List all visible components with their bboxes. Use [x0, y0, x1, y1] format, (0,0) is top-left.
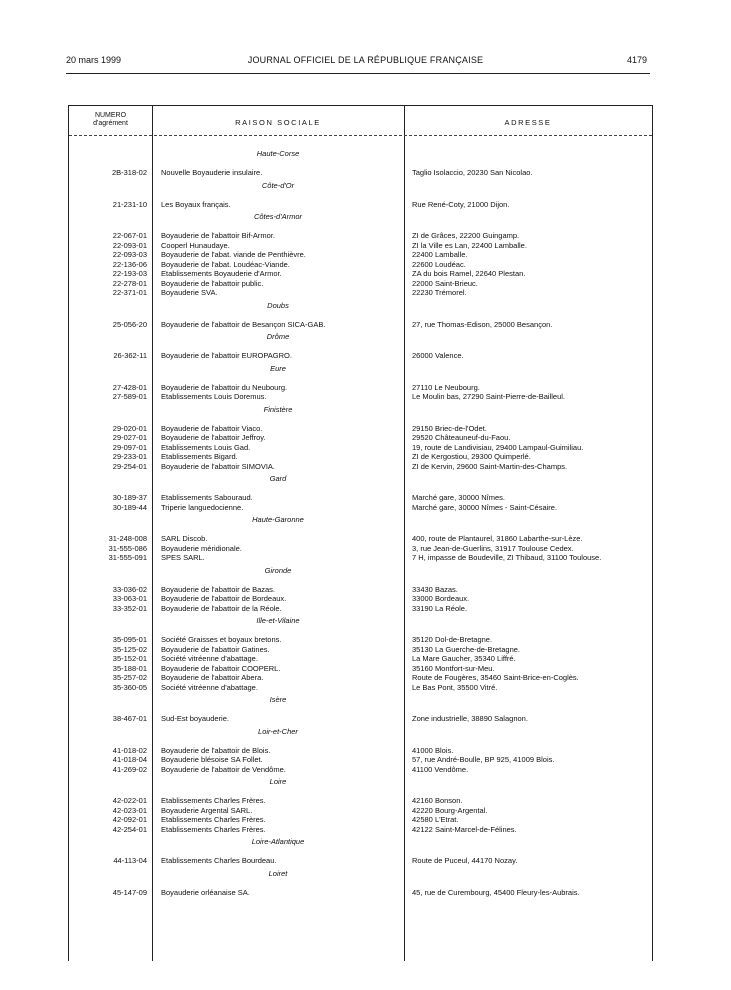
table-row: [69, 320, 652, 330]
raison-sociale: Boyauderie de l'abat. viande de Penthièvre.: [161, 250, 306, 259]
agrement-number: 44-113-04: [113, 856, 147, 865]
adresse: Marché gare, 30000 Nîmes.: [412, 493, 505, 502]
agrement-number: 29-027-01: [112, 433, 147, 442]
adresse: 26000 Valence.: [412, 351, 464, 360]
region-heading: Eure: [270, 363, 286, 373]
agrement-number: 29-020-01: [112, 423, 147, 433]
table-row: [69, 493, 652, 503]
adresse: 22600 Loudéac.: [412, 259, 466, 269]
agrement-number: 31-555-091: [108, 553, 147, 562]
table-row: [69, 241, 652, 251]
agrement-number: 41-018-02: [112, 745, 147, 755]
agrement-number: 35-188-01: [112, 663, 147, 673]
table-row: [69, 392, 652, 402]
raison-sociale: Boyauderie de l'abat. Loudéac-Viande.: [161, 259, 290, 269]
region-heading: Côte-d'Or: [261, 180, 295, 190]
raison-sociale: SPES SARL.: [161, 553, 205, 562]
raison-sociale: Société Graisses et boyaux bretons.: [161, 635, 282, 644]
table-row: [69, 443, 652, 453]
region-heading: Gironde: [264, 565, 292, 575]
agrement-number: 22-093-03: [112, 250, 147, 259]
table-row: [69, 250, 652, 260]
agrement-number: 26-362-11: [113, 351, 147, 360]
agrement-number: 2B-318-02: [111, 168, 147, 177]
adresse: 27110 Le Neubourg.: [412, 382, 480, 392]
adresse: 41000 Blois.: [412, 745, 454, 755]
raison-sociale: Boyauderie de l'abattoir de Bordeaux.: [161, 594, 287, 603]
journal-title: JOURNAL OFFICIEL DE LA RÉPUBLIQUE FRANÇAISE: [247, 55, 484, 65]
raison-sociale: Etablissements Louis Gad.: [161, 442, 251, 452]
adresse: ZI la Ville es Lan, 22400 Lamballe.: [412, 240, 527, 250]
raison-sociale: Etablissements Sabouraud.: [161, 493, 253, 502]
adresse: 33000 Bordeaux.: [412, 594, 470, 603]
adresse: 22000 Saint-Brieuc.: [412, 278, 478, 288]
table-row: [69, 746, 652, 756]
table-row: [69, 231, 652, 241]
raison-sociale: Nouvelle Boyauderie insulaire.: [161, 168, 263, 177]
raison-sociale: Etablissements Charles Bourdeau.: [161, 856, 277, 865]
table-row: [69, 888, 652, 898]
raison-sociale: Boyauderie Argental SARL.: [161, 805, 253, 815]
region-heading: Gard: [269, 474, 287, 483]
raison-sociale: Boyauderie de l'abattoir de Bazas.: [161, 584, 276, 594]
table-row: [69, 664, 652, 674]
agrement-number: 41-018-04: [112, 755, 147, 764]
region-heading: Isère: [269, 695, 287, 704]
table-row: [69, 351, 652, 361]
raison-sociale: Cooperl Hunaudaye.: [161, 240, 230, 250]
raison-sociale: Boyauderie de l'abattoir de Vendôme.: [161, 764, 286, 774]
table-row: [69, 856, 652, 866]
adresse: Le Bas Pont, 35500 Vitré.: [412, 682, 498, 692]
adresse: 42122 Saint-Marcel-de-Félines.: [412, 824, 517, 834]
agrement-number: 29-233-01: [112, 452, 147, 461]
region-heading: Finistère: [263, 404, 293, 414]
agrement-number: 31-555-086: [108, 543, 147, 553]
region-heading: Drôme: [266, 332, 290, 341]
raison-sociale: Boyauderie de l'abattoir de Blois.: [161, 745, 271, 755]
agrement-number: 22-093-01: [112, 240, 147, 250]
region-heading: Loire-Atlantique: [251, 837, 305, 846]
raison-sociale: Boyauderie de l'abattoir Jeffroy.: [161, 433, 266, 442]
adresse: Le Moulin bas, 27290 Saint-Pierre-de-Bailleul.: [412, 392, 566, 401]
adresse: 42580 L'Etrat.: [412, 815, 459, 824]
table-row: [69, 503, 652, 513]
adresse: 27, rue Thomas-Edison, 25000 Besançon.: [412, 319, 553, 329]
agrement-number: 42-023-01: [112, 805, 147, 815]
table-row: [69, 279, 652, 289]
adresse: Rue René-Coty, 21000 Dijon.: [412, 199, 510, 209]
table-row: [69, 673, 652, 683]
region-heading: Ille-et-Vilaine: [256, 616, 300, 625]
table-row: [69, 200, 652, 210]
raison-sociale: Boyauderie de l'abattoir de la Réole.: [161, 603, 282, 613]
adresse: 45, rue de Curembourg, 45400 Fleury-les-Aubrais.: [412, 887, 580, 897]
table-row: [69, 534, 652, 544]
table-row: [69, 683, 652, 693]
raison-sociale: Boyauderie de l'abattoir Bif-Armor.: [161, 231, 275, 240]
header-raison-sociale: RAISON SOCIALE: [235, 118, 321, 127]
adresse: 35120 Dol-de-Bretagne.: [412, 635, 493, 644]
raison-sociale: Etablissements Louis Doremus.: [161, 392, 267, 401]
region-heading: Côtes-d'Armor: [253, 212, 303, 221]
region-heading: Loir-et-Cher: [258, 726, 298, 736]
region-heading: Doubs: [267, 300, 289, 310]
agrement-number: 27-428-01: [112, 382, 147, 392]
raison-sociale: Boyauderie de l'abattoir de Besançon SICA-GAB.: [161, 319, 326, 329]
header-adresse: ADRESSE: [504, 118, 552, 127]
agrement-number: 42-254-01: [112, 824, 147, 834]
agrement-number: 22-278-01: [112, 278, 147, 288]
agrement-number: 22-067-01: [112, 231, 147, 240]
agrement-number: 29-097-01: [112, 442, 147, 452]
table-row: [69, 825, 652, 835]
table-row: [69, 269, 652, 279]
adresse: Zone industrielle, 38890 Salagnon.: [412, 714, 528, 723]
header-date: 20 mars 1999: [66, 55, 122, 65]
adresse: 19, route de Landivisiau, 29400 Lampaul-Guimiliau.: [412, 442, 584, 452]
agrement-number: 41-269-02: [112, 764, 147, 774]
adresse: 29520 Châteauneuf-du-Faou.: [412, 433, 511, 442]
raison-sociale: Sud-Est boyauderie.: [161, 714, 229, 723]
agrement-number: 45-147-09: [112, 887, 147, 897]
agrement-number: 35-125-02: [112, 644, 147, 654]
raison-sociale: Boyauderie de l'abattoir du Neubourg.: [161, 382, 288, 392]
raison-sociale: Etablissements Charles Frères.: [161, 824, 266, 834]
adresse: ZI de Kervin, 29600 Saint-Martin-des-Champs.: [412, 461, 568, 471]
table-row: [69, 553, 652, 563]
table-row: [69, 654, 652, 664]
table-row: [69, 796, 652, 806]
adresse: 22400 Lamballe.: [412, 250, 468, 259]
table-row: [69, 288, 652, 298]
raison-sociale: Etablissements Charles Frères.: [161, 796, 266, 805]
raison-sociale: Boyauderie SVA.: [161, 288, 218, 297]
adresse: 3, rue Jean-de-Guerlins, 31917 Toulouse Cedex.: [412, 543, 574, 553]
table-row: [69, 424, 652, 434]
adresse: 42220 Bourg-Argental.: [412, 805, 488, 815]
adresse: ZA du bois Ramel, 22640 Plestan.: [412, 269, 526, 278]
adresse: 33190 La Réole.: [412, 603, 468, 613]
raison-sociale: SARL Discob.: [161, 534, 208, 543]
table-row: [69, 544, 652, 554]
agrement-number: 33-036-02: [112, 584, 147, 594]
table-header: [69, 106, 652, 136]
raison-sociale: Boyauderie blésoise SA Follet.: [161, 755, 263, 764]
table-row: [69, 383, 652, 393]
agrement-number: 35-152-01: [112, 654, 147, 663]
agrement-number: 35-360-05: [112, 682, 147, 692]
agrement-number: 25-056-20: [112, 319, 147, 329]
region-heading: Loiret: [268, 868, 288, 878]
raison-sociale: Société vitréenne d'abattage.: [161, 682, 258, 692]
table-row: [69, 755, 652, 765]
agrement-number: 35-095-01: [112, 635, 147, 644]
region-heading: Loire: [269, 777, 287, 786]
adresse: Route de Fougères, 35460 Saint-Brice-en-Coglès.: [412, 673, 579, 682]
adresse: ZI de Grâces, 22200 Guingamp.: [412, 231, 520, 240]
raison-sociale: Les Boyaux français.: [161, 199, 231, 209]
adresse: Taglio Isolaccio, 20230 San Nicolao.: [412, 168, 533, 177]
page-number: 4179: [626, 55, 647, 65]
region-heading: Haute-Garonne: [252, 515, 304, 524]
adresse: 42160 Bonson.: [412, 796, 463, 805]
table-row: [69, 585, 652, 595]
adresse: 29150 Briec-de-l'Odet.: [412, 423, 487, 433]
table-row: [69, 604, 652, 614]
table-row: [69, 765, 652, 775]
adresse: 7 H, impasse de Boudeville, ZI Thibaud, 31100 Toulouse.: [412, 553, 602, 562]
header-rule: [69, 135, 652, 136]
agrement-number: 27-589-01: [112, 392, 147, 401]
raison-sociale: Boyauderie de l'abattoir Abera.: [161, 673, 264, 682]
raison-sociale: Boyauderie de l'abattoir public.: [161, 278, 264, 288]
table-row: [69, 806, 652, 816]
adresse: 33430 Bazas.: [412, 584, 458, 594]
adresse: Route de Puceul, 44170 Nozay.: [412, 856, 518, 865]
agrement-number: 29-254-01: [112, 461, 147, 471]
adresse: Marché gare, 30000 Nîmes - Saint-Césaire.: [412, 502, 558, 512]
table-row: [69, 645, 652, 655]
raison-sociale: Boyauderie de l'abattoir COOPERL.: [161, 663, 281, 673]
raison-sociale: Etablissements Boyauderie d'Armor.: [161, 269, 282, 278]
adresse: 400, route de Plantaurel, 31860 Labarthe-sur-Lèze.: [412, 534, 583, 543]
agrement-table: [68, 105, 653, 961]
raison-sociale: Boyauderie de l'abattoir EUROPAGRO.: [161, 351, 292, 360]
table-row: [69, 433, 652, 443]
region-heading: Haute-Corse: [256, 149, 300, 158]
adresse: 35160 Montfort-sur-Meu.: [412, 663, 495, 673]
adresse: 35130 La Guerche-de-Bretagne.: [412, 644, 520, 654]
raison-sociale: Triperie languedocienne.: [161, 502, 244, 512]
raison-sociale: Etablissements Charles Frères.: [161, 815, 266, 824]
agrement-number: 35-257-02: [112, 673, 147, 682]
adresse: La Mare Gaucher, 35340 Liffré.: [412, 654, 516, 663]
agrement-number: 22-136-06: [112, 259, 147, 269]
agrement-number: 22-193-03: [112, 269, 147, 278]
raison-sociale: Boyauderie méridionale.: [161, 543, 242, 553]
raison-sociale: Boyauderie de l'abattoir Viaco.: [161, 423, 263, 433]
agrement-number: 30-189-44: [112, 502, 147, 512]
adresse: ZI de Kergostiou, 29300 Quimperlé.: [412, 452, 531, 461]
adresse: 41100 Vendôme.: [412, 764, 469, 774]
agrement-number: 33-063-01: [112, 594, 147, 603]
raison-sociale: Boyauderie de l'abattoir Gatines.: [161, 644, 270, 654]
agrement-number: 30-189-37: [112, 493, 147, 502]
agrement-number: 42-022-01: [112, 796, 147, 805]
table-row: [69, 815, 652, 825]
raison-sociale: Boyauderie orléanaise SA.: [161, 887, 250, 897]
table-row: [69, 462, 652, 472]
agrement-number: 42-092-01: [112, 815, 147, 824]
table-body: [69, 146, 652, 897]
agrement-number: 38-467-01: [112, 714, 147, 723]
table-row: [69, 260, 652, 270]
agrement-number: 21-231-10: [112, 199, 147, 209]
raison-sociale: Etablissements Bigard.: [161, 452, 238, 461]
table-row: [69, 594, 652, 604]
raison-sociale: Boyauderie de l'abattoir SIMOVIA.: [161, 461, 275, 471]
agrement-number: 22-371-01: [112, 288, 147, 297]
table-row: [69, 635, 652, 645]
adresse: 22230 Trémorel.: [412, 288, 467, 297]
table-row: [69, 168, 652, 178]
table-row: [69, 714, 652, 724]
header-rule: [66, 73, 650, 74]
adresse: 57, rue André-Boulle, BP 925, 41009 Blois.: [412, 755, 555, 764]
table-row: [69, 452, 652, 462]
raison-sociale: Société vitréenne d'abattage.: [161, 654, 258, 663]
header-numero: NUMERO d'agrément: [93, 112, 128, 127]
agrement-number: 31-248-008: [108, 534, 147, 543]
agrement-number: 33-352-01: [112, 603, 147, 613]
